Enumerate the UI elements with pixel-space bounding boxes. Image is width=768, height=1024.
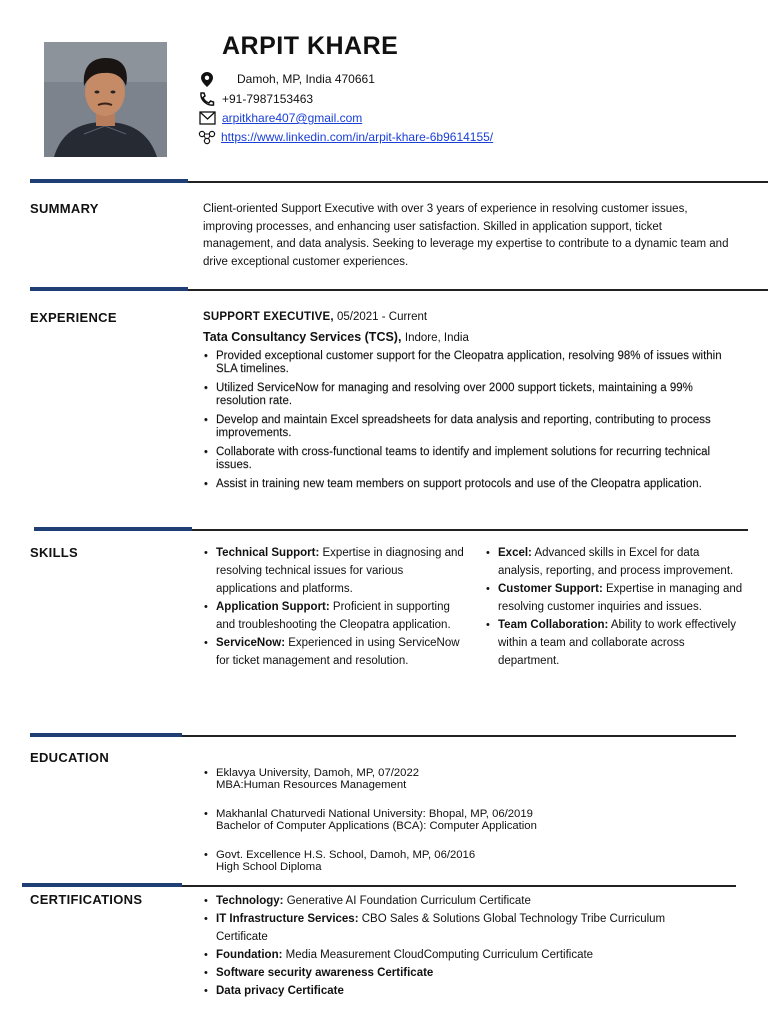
location-pin-icon — [198, 71, 216, 87]
section-divider — [30, 289, 768, 291]
list-item — [202, 634, 464, 670]
cert-label: IT Infrastructure Services: — [216, 913, 359, 925]
skills-left-list — [202, 544, 464, 670]
skills-right-list — [484, 544, 746, 670]
skill-text: Expertise in managing and resolving customer inquiries and issues. — [498, 583, 743, 613]
list-item — [202, 544, 464, 598]
certifications-heading: CERTIFICATIONS — [30, 892, 143, 907]
list-item — [202, 982, 702, 1000]
education-list — [202, 767, 742, 873]
skill-label: Technical Support: — [216, 547, 320, 559]
phone-text: +91-7987153463 — [222, 92, 314, 106]
education-degree: High School Diploma — [216, 861, 322, 873]
email-icon — [198, 110, 216, 126]
skills-heading: SKILLS — [30, 545, 79, 560]
list-item — [202, 892, 702, 910]
experience-heading: EXPERIENCE — [30, 310, 117, 325]
company-location: Indore, India — [404, 332, 469, 344]
divider-accent — [34, 527, 192, 531]
education-institution: • Govt. Excellence H.S. School, Damoh, MP, 06/2016 — [216, 849, 476, 861]
skill-text: Expertise in diagnosing and resolving technical issues for various applications and platforms. — [216, 547, 464, 595]
list-item: • Provided exceptional customer support for the Cleopatra application, resolving 98% of issues within SLA timelines. — [202, 350, 732, 376]
cert-label: Software security awareness Certificate — [216, 967, 434, 979]
education-degree: Bachelor of Computer Applications (BCA): Computer Application — [216, 820, 537, 832]
list-item: • Utilized ServiceNow for managing and resolving over 2000 support tickets, maintaining a 99% resolution rate. — [202, 382, 732, 408]
contact-location — [198, 70, 375, 88]
list-item — [484, 580, 746, 616]
list-item — [202, 808, 742, 832]
contact-linkedin — [198, 128, 493, 146]
education-institution: • Makhanlal Chaturvedi National University: Bhopal, MP, 06/2019 — [216, 808, 533, 820]
cert-text: Generative AI Foundation Curriculum Certificate — [286, 895, 531, 907]
skill-text: Advanced skills in Excel for data analysis, reporting, and process improvement. — [498, 547, 734, 577]
company-name: Tata Consultancy Services (TCS), — [203, 330, 402, 344]
list-item — [484, 616, 746, 670]
divider-accent — [22, 883, 182, 887]
section-divider — [34, 529, 748, 531]
list-item — [202, 598, 464, 634]
list-item — [202, 964, 702, 982]
skill-label: Excel: — [498, 547, 532, 559]
skill-text: Ability to work effectively within a team and collaborate across department. — [498, 619, 736, 667]
education-heading: EDUCATION — [30, 750, 110, 765]
job-title-line — [203, 311, 427, 323]
cert-text: Media Measurement CloudComputing Curriculum Certificate — [285, 949, 594, 961]
list-item — [202, 849, 742, 873]
profile-photo — [44, 42, 167, 157]
list-item — [202, 946, 702, 964]
cert-label: Technology: — [216, 895, 284, 907]
location-text: Damoh, MP, India 470661 — [237, 72, 375, 86]
divider-accent — [30, 733, 182, 737]
certifications-list — [202, 892, 702, 1000]
job-role: SUPPORT EXECUTIVE, — [203, 311, 334, 323]
skill-label: Application Support: — [216, 601, 330, 613]
network-icon — [198, 129, 216, 145]
skill-text: Proficient in supporting and troubleshooting the Cleopatra application. — [216, 601, 451, 631]
summary-heading: SUMMARY — [30, 201, 99, 216]
summary-text: Client-oriented Support Executive with over 3 years of experience in resolving customer issues, improving processes, and enhancing user satisfaction. Skilled in application support, ticket management, and data analysis. Seeking to leverage my expertise to contribute to a dynamic team and drive exceptional customer experiences. — [203, 203, 729, 268]
section-divider — [30, 181, 768, 183]
email-link[interactable]: arpitkhare407@gmail.com — [222, 111, 363, 125]
profile-photo-image — [44, 42, 167, 157]
company-line — [203, 330, 469, 344]
skill-label: ServiceNow: — [216, 637, 286, 649]
contact-phone — [198, 90, 313, 108]
list-item — [484, 544, 746, 580]
cert-label: Foundation: — [216, 949, 283, 961]
list-item — [202, 767, 742, 791]
divider-accent — [30, 179, 188, 183]
list-item — [202, 910, 702, 946]
job-dates: 05/2021 - Current — [336, 311, 428, 323]
divider-accent — [30, 287, 188, 291]
linkedin-link[interactable]: https://www.linkedin.com/in/arpit-khare-6b9614155/ — [221, 130, 494, 144]
list-item: • Collaborate with cross-functional teams to identify and implement solutions for recurring technical issues. — [202, 446, 732, 472]
section-divider — [30, 735, 736, 737]
phone-icon — [198, 91, 216, 107]
section-divider — [22, 885, 736, 887]
list-item: • Develop and maintain Excel spreadsheets for data analysis and reporting, contributing to process improvements. — [202, 414, 732, 440]
skill-text: Experienced in using ServiceNow for ticket management and resolution. — [216, 637, 460, 667]
education-institution: • Eklavya University, Damoh, MP, 07/2022 — [216, 767, 420, 779]
skill-label: Customer Support: — [498, 583, 603, 595]
experience-bullets — [202, 350, 732, 497]
list-item: • Assist in training new team members on support protocols and use of the Cleopatra application. — [202, 478, 732, 491]
cert-text: CBO Sales & Solutions Global Technology Tribe Curriculum Certificate — [216, 913, 666, 943]
skill-label: Team Collaboration: — [498, 619, 609, 631]
education-degree: MBA:Human Resources Management — [216, 779, 407, 791]
cert-label: Data privacy Certificate — [216, 985, 344, 997]
candidate-name: ARPIT KHARE — [222, 32, 399, 60]
contact-email — [198, 109, 362, 127]
